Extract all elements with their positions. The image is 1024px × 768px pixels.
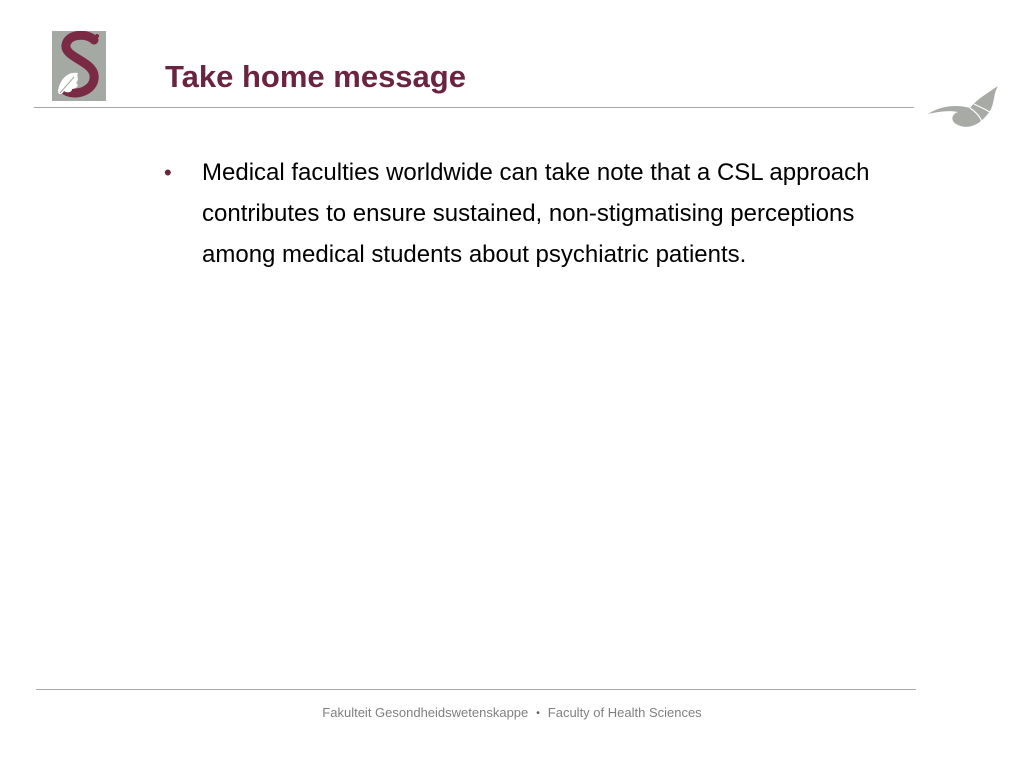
footer-separator: •: [536, 708, 540, 719]
header-divider: [34, 107, 914, 108]
bullet-list: [160, 152, 890, 275]
wing-decoration-icon: [926, 84, 1002, 134]
bullet-text: Medical faculties worldwide can take note that a CSL approach contributes to ensure sustained, non-stigmatising perceptions among medical students about psychiatric patients.: [202, 159, 870, 268]
footer-left-text: Fakulteit Gesondheidswetenskappe: [322, 705, 529, 720]
bullet-marker: •: [164, 160, 172, 185]
bullet-item: [160, 152, 890, 275]
footer-right-text: Faculty of Health Sciences: [547, 705, 702, 720]
footer: [0, 704, 1024, 723]
university-crest-logo-icon: [52, 31, 106, 101]
footer-divider: [36, 689, 916, 690]
slide-title: Take home message: [165, 59, 466, 94]
